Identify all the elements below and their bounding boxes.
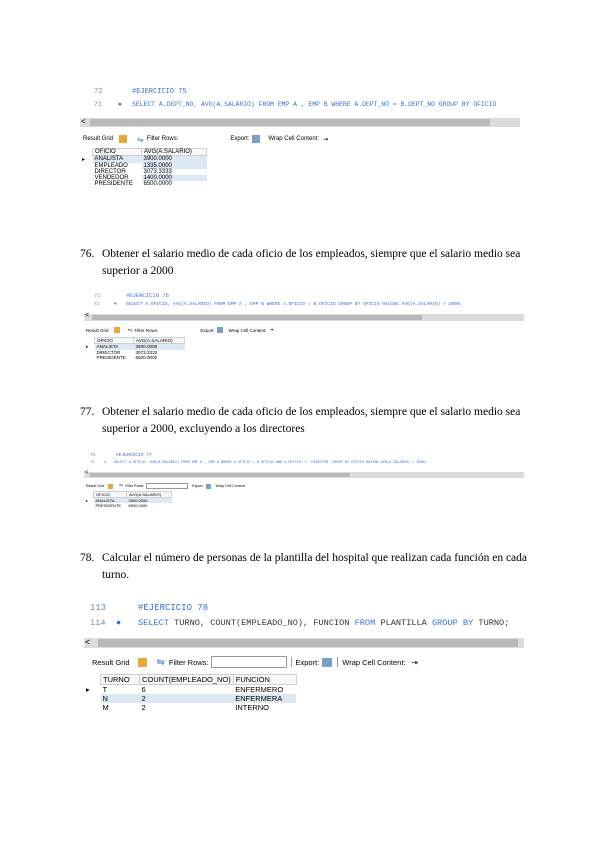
scrollbar-thumb[interactable] (98, 639, 518, 647)
column-header[interactable]: COUNT(EMPLEADO_NO) (140, 675, 234, 685)
filter-rows-label: Filter Rows: (134, 327, 159, 333)
grid-icon[interactable] (119, 135, 127, 143)
sql-line-query[interactable] (84, 461, 427, 465)
horizontal-scrollbar[interactable] (80, 118, 520, 127)
export-label: Export: (192, 484, 204, 488)
table-cell[interactable]: ENFERMERA (233, 694, 296, 703)
wrap-cell-label: Wrap Cell Content: (228, 327, 267, 333)
table-cell[interactable]: 3900.0000 (134, 344, 185, 350)
exercise-text: Obtener el salario medio de cada oficio de los empleados, siempre que el salario medio sea superior a 2000 (102, 248, 521, 277)
sql-select-keyword: SELECT (138, 618, 169, 628)
table-cell[interactable]: ANALISTA (94, 498, 127, 504)
result-table (84, 674, 297, 712)
sql-line-query[interactable] (80, 101, 496, 108)
sql-line-comment (84, 292, 169, 299)
export-icon[interactable] (322, 658, 332, 667)
export-icon[interactable] (217, 327, 223, 333)
exercise-77 (80, 404, 530, 440)
line-number: 113 (90, 603, 107, 613)
table-header-row (80, 149, 207, 156)
sql-line-comment (84, 453, 152, 458)
column-header[interactable]: OFICIO (94, 492, 127, 498)
line-number: 73 (94, 101, 102, 108)
filter-icon[interactable]: ⇋ (137, 134, 144, 144)
result-toolbar (84, 325, 524, 335)
table-cell[interactable]: 1335.0000 (142, 163, 207, 169)
export-icon[interactable] (252, 135, 260, 143)
table-cell[interactable]: 2 (141, 703, 146, 712)
filter-rows-input[interactable] (146, 483, 188, 489)
toolbar-divider (291, 657, 292, 667)
table-cell[interactable]: ANALISTA (95, 344, 134, 350)
column-header[interactable]: OFICIO (95, 338, 134, 344)
table-cell[interactable]: 6 (141, 685, 146, 694)
result-toolbar (84, 655, 524, 669)
exercise-number: 76. (80, 248, 95, 260)
exercise-76 (80, 246, 530, 282)
sql-from-keyword: FROM (354, 618, 376, 628)
exercise-text: Obtener el salario medio de cada oficio de los empleados, siempre que el salario medio sea superior a 2000, excluyendo a los directores (102, 406, 521, 435)
filter-rows-label: Filter Rows: (125, 484, 145, 488)
sql-line-query[interactable] (84, 302, 462, 307)
screenshot-3 (84, 452, 524, 522)
wrap-icon[interactable]: ⇥ (322, 136, 329, 143)
table-row[interactable] (84, 703, 296, 712)
filter-rows-label: Filter Rows: (146, 136, 179, 142)
result-table (84, 491, 172, 508)
table-cell[interactable]: 6500.0000 (128, 503, 148, 508)
sql-comment: #EJERCICIO 77 (116, 453, 152, 458)
sql-tail: TURNO; (473, 618, 510, 628)
toolbar-divider (337, 657, 338, 667)
table-cell[interactable]: ENFERMERO (235, 685, 284, 694)
export-label: Export: (230, 136, 250, 142)
scroll-left-arrow[interactable]: < (85, 312, 90, 319)
sql-query: SELECT A.OFICIO, AVG(A.SALARIO) FROM EMP A , EMP B WHERE A.OFICIO = B.OFICIO GROUP BY OFICIO HAVING AVG(A.SALARIO) > 2000; (126, 302, 463, 307)
table-cell[interactable]: ANALISTA (93, 156, 142, 163)
sql-comment: #EJERCICIO 76 (126, 292, 169, 299)
sql-query: SELECT A.OFICIO, AVG(A.SALARIO) FROM EMP A , EMP B WHERE A.OFICIO = B.OFICIO AND A.OFICIO != 'DIRECTOR' GROUP BY OFICIO HAVING AVG(A.SALARIO) > 2000; (114, 461, 427, 465)
grid-icon[interactable] (108, 484, 113, 489)
table-header-row (84, 675, 296, 685)
column-header[interactable]: OFICIO (93, 149, 142, 156)
sql-select-list: TURNO, COUNT(EMPLEADO_NO), FUNCION (168, 618, 355, 628)
sql-line-query[interactable] (84, 618, 509, 628)
column-header[interactable]: AVG(A.SALARIO) (127, 492, 172, 498)
line-number: 114 (90, 618, 106, 628)
exercise-text: Calcular el número de personas de la plantilla del hospital que realizan cada función en cada turno. (102, 552, 528, 581)
line-number: 76 (90, 461, 95, 465)
table-row[interactable] (80, 156, 207, 163)
sql-query: SELECT A.DEPT_NO, AVG(A.SALARIO) FROM EMP A , EMP B WHERE A.DEPT_NO = B.DEPT_NO GROUP BY OFICIO (132, 101, 497, 108)
wrap-cell-label: Wrap Cell Content: (342, 657, 406, 667)
result-grid-label: Result Grid (83, 136, 114, 142)
table-row[interactable] (80, 181, 207, 187)
horizontal-scrollbar[interactable] (84, 314, 524, 321)
result-grid-label: Result Grid (86, 327, 109, 333)
filter-icon[interactable]: ⇋ (127, 327, 133, 334)
table-cell[interactable]: 6500.0000 (135, 354, 158, 360)
wrap-cell-label: Wrap Cell Content: (268, 136, 319, 142)
table-row[interactable] (84, 685, 296, 695)
exercise-number: 77. (80, 406, 95, 418)
grid-icon[interactable] (114, 327, 120, 333)
sql-line-comment (80, 88, 187, 96)
scrollbar-thumb[interactable] (90, 473, 350, 477)
table-cell[interactable]: 3073.3333 (135, 349, 158, 355)
execute-dot-icon: ● (104, 461, 107, 465)
filter-rows-label: Filter Rows: (168, 657, 209, 667)
column-header[interactable]: AVG(A.SALARIO) (134, 338, 185, 344)
table-cell[interactable]: 6500.0000 (143, 180, 172, 187)
export-icon[interactable] (206, 484, 211, 489)
scrollbar-thumb[interactable] (90, 119, 490, 126)
table-cell[interactable]: PRESIDENTE (95, 503, 122, 508)
exercise-number: 78. (80, 552, 95, 564)
line-number: 72 (94, 88, 103, 96)
table-cell[interactable]: VENDEDOR (94, 174, 129, 181)
row-pointer-icon: ▸ (84, 344, 95, 350)
execute-dot-icon: ● (118, 101, 122, 108)
screenshot-1 (80, 86, 520, 216)
column-header[interactable]: TURNO (101, 675, 140, 685)
screenshot-4 (84, 600, 524, 730)
column-header[interactable]: AVG(A.SALARIO) (142, 149, 207, 156)
column-header[interactable]: FUNCION (233, 675, 296, 685)
scroll-left-arrow[interactable]: < (81, 117, 86, 126)
scroll-left-arrow[interactable]: < (85, 637, 91, 647)
export-label: Export: (295, 657, 320, 667)
execute-dot-icon: ● (116, 618, 122, 628)
scroll-left-arrow[interactable]: < (85, 470, 89, 476)
table-cell[interactable]: PRESIDENTE (94, 180, 133, 187)
result-table (84, 337, 185, 360)
filter-rows-input[interactable] (211, 656, 287, 668)
row-pointer-icon: ▸ (80, 156, 93, 163)
filter-icon[interactable]: ⇋ (156, 656, 165, 668)
exercise-78 (80, 550, 530, 586)
table-cell[interactable]: DIRECTOR (94, 168, 126, 175)
table-cell[interactable]: 3900.0000 (127, 498, 172, 504)
wrap-icon[interactable]: ⇥ (269, 327, 274, 332)
line-number: 72 (94, 302, 100, 307)
table-cell[interactable]: 3073.3333 (143, 168, 172, 175)
sql-group-by-keyword: GROUP BY (431, 618, 474, 628)
sql-line-comment (84, 603, 208, 613)
result-toolbar (80, 133, 520, 145)
sql-table-name: PLANTILLA (375, 618, 432, 628)
scrollbar-thumb[interactable] (92, 315, 422, 320)
filter-icon[interactable]: ⇋ (118, 483, 124, 489)
row-pointer-icon: ▸ (84, 498, 94, 504)
wrap-icon[interactable]: ⇥ (411, 657, 418, 667)
table-cell[interactable]: 3900.0000 (142, 156, 207, 163)
screenshot-2 (84, 290, 524, 374)
table-cell[interactable]: N (101, 694, 140, 703)
table-row[interactable] (84, 694, 296, 703)
result-grid-label: Result Grid (92, 657, 130, 667)
table-cell[interactable]: INTERNO (235, 703, 270, 712)
sql-comment: #EJERCICIO 75 (132, 88, 187, 96)
line-number: 75 (90, 453, 96, 458)
table-row[interactable] (84, 355, 185, 360)
wrap-cell-label: Wrap Cell Content: (215, 484, 246, 488)
table-cell[interactable]: EMPLEADO (94, 162, 128, 169)
horizontal-scrollbar[interactable] (84, 472, 524, 478)
result-toolbar (84, 482, 524, 490)
export-label: Export: (200, 327, 215, 333)
horizontal-scrollbar[interactable] (84, 638, 524, 648)
table-cell[interactable]: DIRECTOR (96, 349, 121, 355)
sql-comment: #EJERCICIO 78 (138, 603, 209, 613)
grid-icon[interactable] (138, 658, 147, 667)
table-row[interactable] (84, 503, 172, 508)
row-pointer-icon: ▸ (86, 684, 90, 694)
result-table (80, 148, 207, 187)
table-cell[interactable]: PRESIDENTE (96, 354, 126, 360)
table-cell[interactable]: 2 (140, 694, 234, 703)
table-cell[interactable]: T (102, 685, 108, 694)
table-cell[interactable]: 1400.0000 (142, 175, 207, 181)
execute-dot-icon: ● (114, 302, 117, 307)
line-number: 71 (94, 292, 101, 299)
result-grid-label: Result Grid (86, 484, 104, 488)
table-cell[interactable]: M (102, 703, 109, 712)
